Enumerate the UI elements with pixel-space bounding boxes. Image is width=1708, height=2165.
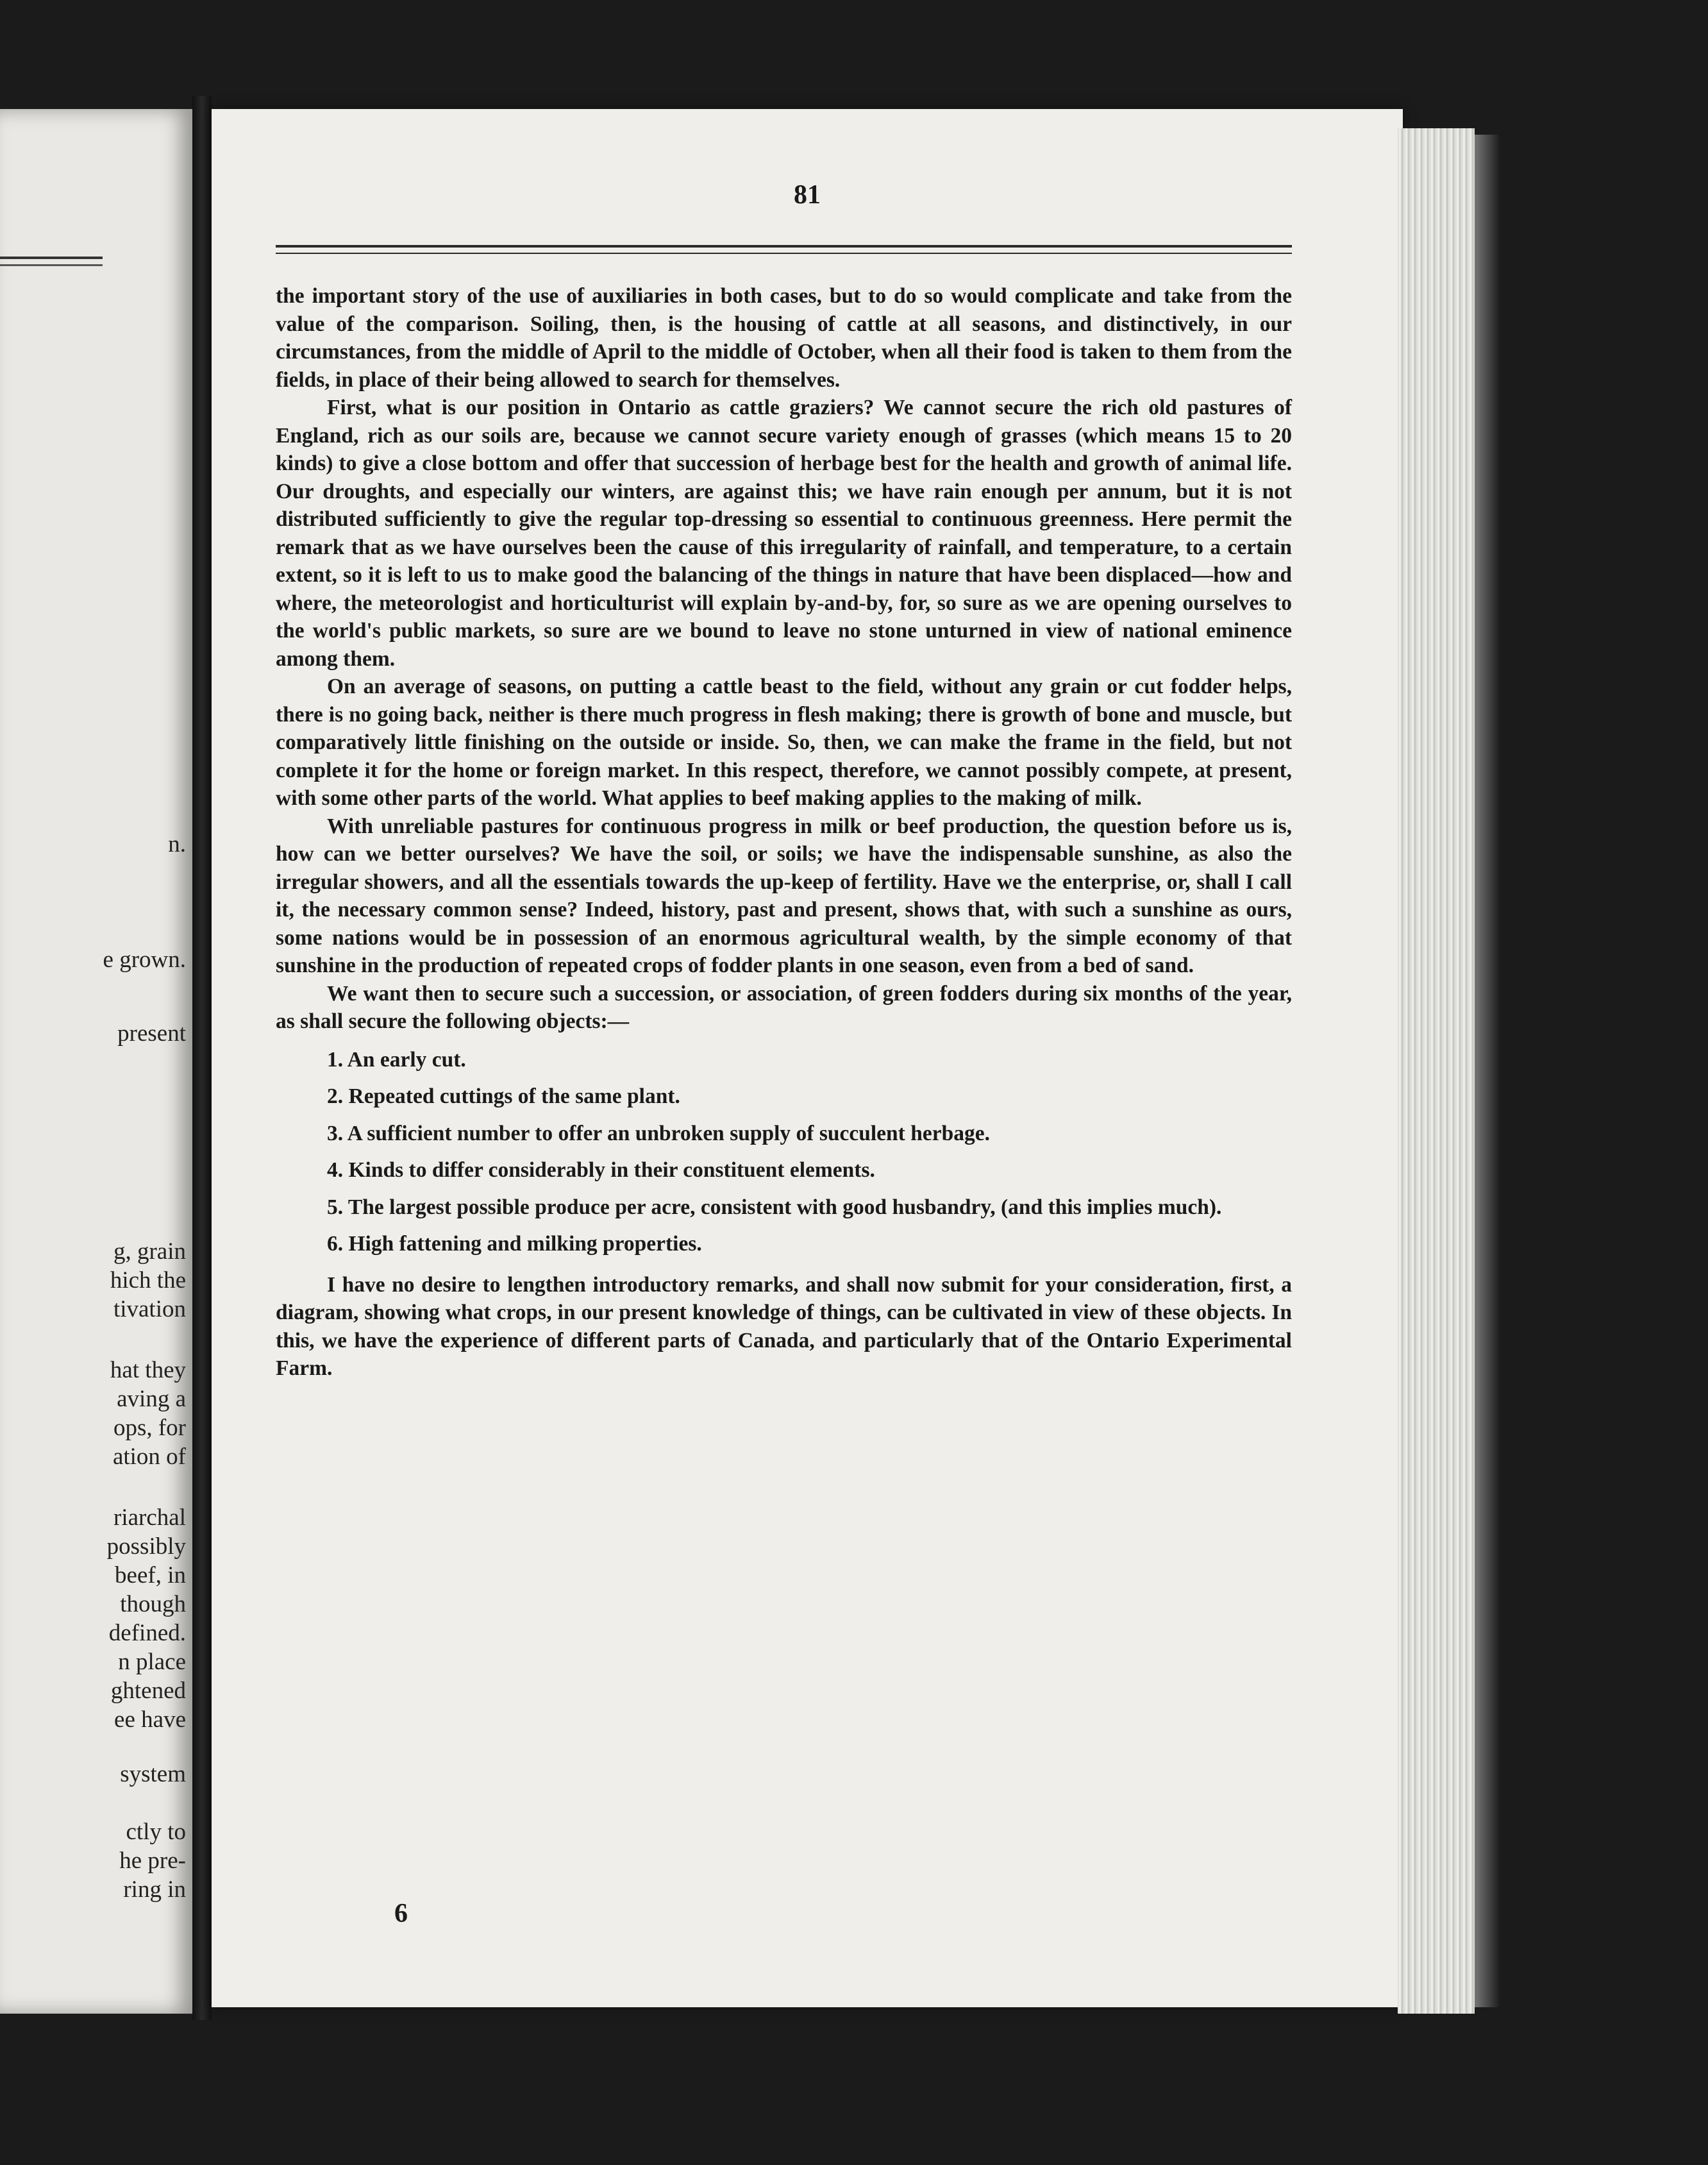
closing-paragraph: I have no desire to lengthen introductory remarks, and shall now submit for your consideration, first, a diagram, showing what crops, in our present knowledge of things, can be cultivated in view of these objects. In this, we have the experience of different parts of Canada, and particularly that of the Ontario Experimental Farm. <box>276 1272 1292 1380</box>
page-number: 81 <box>794 180 821 210</box>
book-page <box>212 109 1403 2007</box>
facing-text-fragment: system <box>120 1761 186 1787</box>
facing-text-fragment: g, grain <box>113 1238 186 1265</box>
facing-text-fragment: he pre- <box>119 1848 186 1874</box>
facing-text-fragment: though <box>120 1591 186 1617</box>
book-gutter <box>192 96 212 2020</box>
page-edges <box>1398 128 1475 2014</box>
body-text <box>276 282 1292 1383</box>
facing-text-fragment: defined. <box>108 1620 186 1646</box>
header-rule <box>276 245 1292 254</box>
signature-mark: 6 <box>394 1899 408 1928</box>
facing-text-fragment: ring in <box>123 1876 186 1903</box>
paragraph: With unreliable pastures for continuous progress in milk or beef production, the question before us is, how can we better ourselves? We have the soil, or soils; we have the indispensable sunshine, as also the irregular showers, and all the essentials towards the up-keep of fertility. Have we the enterprise, or, shall I call it, the necessary common sense? Indeed, history, past and present, shows that, with such a sunshine as ours, some nations would be in possession of an enormous agricultural wealth, by the simple economy of that sunshine in the production of repeated crops of fodder plants in one season, even from a bed of sand. <box>276 814 1292 977</box>
facing-text-fragment: ctly to <box>126 1819 186 1845</box>
paragraph: On an average of seasons, on putting a cattle beast to the field, without any grain or cut fodder helps, there is no going back, neither is there much progress in flesh making; there is growth of bone and muscle, but comparatively little finishing on the outside or inside. So, then, we can make the frame in the field, but not complete it for the home or foreign market. In this respect, therefore, we cannot possibly compete, at present, with some other parts of the world. What applies to beef making applies to the making of milk. <box>276 675 1292 810</box>
paragraph: First, what is our position in Ontario as cattle graziers? We cannot secure the rich old pastures of England, rich as our soils are, because we cannot secure variety enough of grasses (which means 15 to 20 kinds) to give a close bottom and offer that succession of herbage best for the health and growth of animal life. Our droughts, and especially our winters, are against this; we have rain enough per annum, but it is not distributed sufficiently to give the regular top-dressing so essential to continuous greenness. Here permit the remark that as we have ourselves been the cause of this irregularity of rainfall, and temperature, to a certain extent, so it is left to us to make good the balancing of the things in nature that have been displaced—how and where, the meteorologist and horticulturist will explain by-and-by, for, so sure as we are opening ourselves to the world's public markets, so sure are we bound to leave no stone unturned in view of national eminence among them. <box>276 396 1292 671</box>
list-item: 2. Repeated cuttings of the same plant. <box>327 1084 680 1108</box>
page-edge-shadow <box>1475 135 1500 2007</box>
facing-text-fragment: ghtened <box>110 1678 186 1704</box>
facing-text-fragment: tivation <box>113 1296 186 1322</box>
list-item: 5. The largest possible produce per acre, consistent with good husbandry, (and this implies much). <box>327 1195 1222 1219</box>
facing-page <box>0 109 192 2014</box>
facing-page-rule <box>0 257 103 266</box>
objectives-list <box>276 1046 1292 1258</box>
facing-text-fragment: ation of <box>112 1444 186 1470</box>
facing-text-fragment: hat they <box>110 1357 186 1383</box>
list-item: 1. An early cut. <box>327 1047 466 1072</box>
facing-text-fragment: beef, in <box>115 1562 186 1588</box>
facing-text-fragment: n place <box>118 1649 186 1675</box>
facing-text-fragment: ops, for <box>113 1415 186 1441</box>
facing-text-fragment: aving a <box>117 1386 186 1412</box>
facing-text-fragment: e grown. <box>103 947 186 973</box>
facing-text-fragment: riarchal <box>113 1504 186 1531</box>
list-item: 4. Kinds to differ considerably in their constituent elements. <box>327 1158 875 1182</box>
facing-text-fragment: ee have <box>114 1706 186 1733</box>
facing-text-fragment: hich the <box>110 1267 186 1293</box>
paragraph: We want then to secure such a succession, or association, of green fodders during six months of the year, as shall secure the following objects:— <box>276 981 1292 1033</box>
list-item: 3. A sufficient number to offer an unbroken supply of succulent herbage. <box>327 1121 990 1145</box>
facing-text-fragment: n. <box>168 831 186 857</box>
paragraph: the important story of the use of auxiliaries in both cases, but to do so would complicate and take from the value of the comparison. Soiling, then, is the housing of cattle at all seasons, and distinctively, in our circumstances, from the middle of April to the middle of October, when all their food is taken to them from the fields, in place of their being allowed to search for themselves. <box>276 284 1292 392</box>
facing-text-fragment: possibly <box>106 1533 186 1560</box>
list-item: 6. High fattening and milking properties. <box>327 1232 702 1256</box>
facing-text-fragment: present <box>117 1020 186 1047</box>
